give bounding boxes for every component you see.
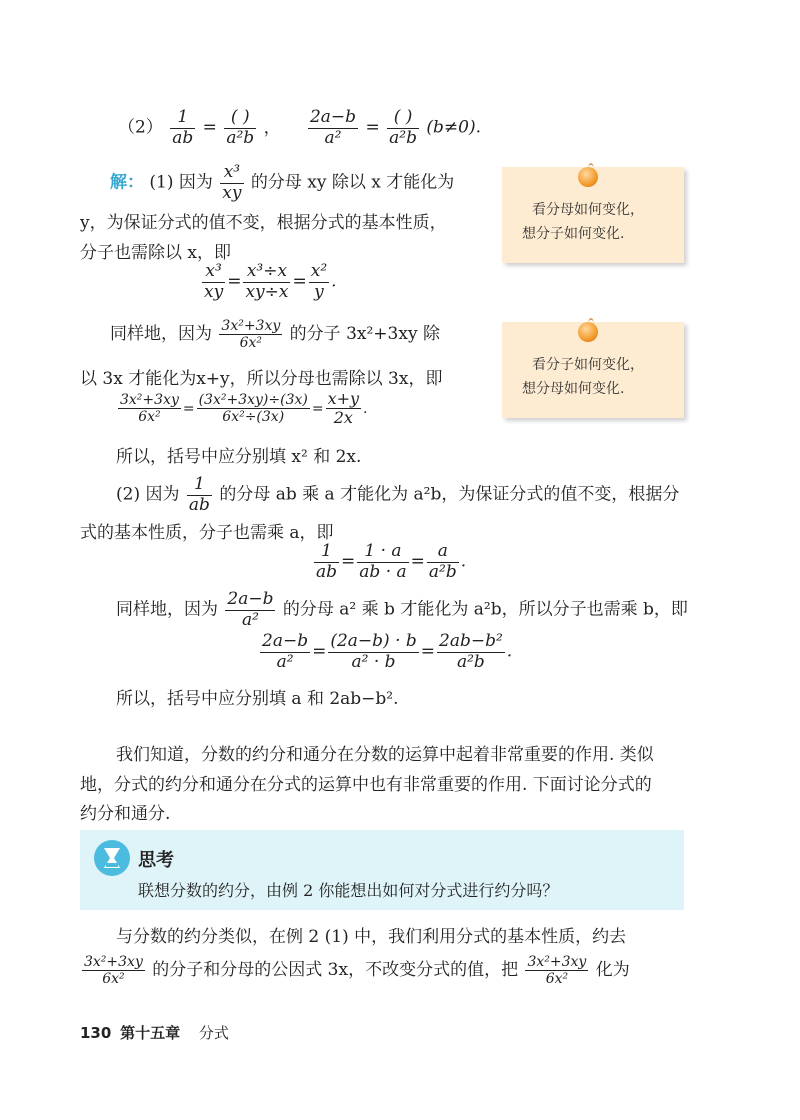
chapter-label: 第十五章 — [120, 1024, 181, 1042]
part-label: （2） — [118, 117, 163, 138]
equation-1: $\frac{\text{x³}}{xy}$ = $\frac{\text{x³÷x}}{xy\div x}$ = $\frac{\text{x²}}{y}$ . — [204, 261, 337, 302]
fraction: $\frac{\text{3x²+3xy}}{\text{6x²}}$ — [527, 954, 587, 988]
paragraph-line: 约分和通分. — [80, 804, 171, 824]
fraction: $\frac{( )}{\text{a²b}}$ — [226, 107, 255, 148]
paragraph-line: 与分数的约分类似，在例 2 (1) 中，我们利用分式的基本性质，约去 — [116, 927, 627, 947]
solution-line-7: (2) 因为 $\frac{1}{ab}$ 的分母 ab 乘 a 才能化为 a²b，为保证分式的值不变，根据分 — [116, 474, 680, 515]
solution-line-10: 所以，括号中应分别填 a 和 2ab−b². — [116, 689, 399, 709]
equation-4: $\frac{2a-b}{\text{a²}}$ = $\frac{(2a-b) \cdot b}{\text{a² · b}}$ = $\frac{\text{2ab−b²}}{\text{a²b}}$ . — [262, 631, 513, 672]
note-text-line: 看分母如何变化， — [532, 202, 644, 218]
fraction: $\frac{\text{3x²+3xy}}{\text{6x²}}$ — [84, 954, 143, 988]
fraction: $\frac{( )}{\text{a²b}}$ — [389, 107, 417, 148]
pin-icon — [578, 167, 598, 187]
chapter-title: 分式 — [198, 1024, 229, 1042]
think-title: 思考 — [138, 850, 174, 871]
think-box — [80, 830, 684, 910]
solution-line-5: 以 3x 才能化为x+y，所以分母也需除以 3x，即 — [80, 369, 443, 389]
solution-line-8: 式的基本性质，分子也需乘 a，即 — [80, 523, 334, 543]
fraction: $\frac{2a-b}{\text{a²}}$ — [309, 107, 357, 148]
solution-line-4: 同样地，因为 $\frac{\text{3x²+3xy}}{\text{6x²}}$ 的分子 3x²+3xy 除 — [110, 318, 440, 352]
note-text-line: 想分母如何变化. — [522, 381, 625, 397]
solution-line-2: y，为保证分式的值不变，根据分式的基本性质， — [80, 213, 447, 233]
page-number: 130 — [80, 1024, 112, 1042]
pin-icon — [578, 322, 598, 342]
margin-note-2 — [502, 322, 684, 418]
note-text-line: 想分子如何变化. — [522, 226, 625, 242]
thinker-icon — [94, 840, 130, 876]
solution-line-9: 同样地，因为 $\frac{2a-b}{\text{a²}}$ 的分母 a² 乘 b 才能化为 a²b，所以分子也需乘 b，即 — [116, 589, 688, 630]
solution-line-1: 解： (1) 因为 $\frac{\text{x³}}{xy}$ 的分母 xy 除以 x 才能化为 — [110, 162, 455, 203]
solution-line-3: 分子也需除以 x，即 — [80, 243, 231, 263]
equation-2: $\frac{\text{3x²+3xy}}{\text{6x²}}$ = $\frac{\text{(3x²+3xy)÷(3x)}}{\text{6x²÷(3x)}}$ = $\frac{x+y}{2x}$ . — [120, 389, 368, 428]
note-text-line: 看分子如何变化， — [532, 357, 644, 373]
condition: (b≠0). — [426, 117, 481, 138]
fraction: $\frac{1}{ab}$ — [172, 107, 194, 148]
fraction: $\frac{2a-b}{\text{a²}}$ — [227, 589, 274, 630]
paragraph-line: 地，分式的约分和通分在分式的运算中也有非常重要的作用. 下面讨论分式的 — [80, 775, 652, 795]
think-text: 联想分数的约分，由例 2 你能想出如何对分式进行约分吗？ — [138, 881, 559, 900]
problem-part-2: （2） $\frac{1}{ab}$ = $\frac{( )}{\text{a²b}}$ ， $\frac{2a-b}{\text{a²}}$ = $\frac{( )}{\text{a²b}}$ (b≠0). — [118, 107, 481, 148]
fraction: $\frac{1}{ab}$ — [188, 474, 210, 515]
solution-line-6: 所以，括号中应分别填 x² 和 2x. — [116, 447, 362, 467]
equation-3: $\frac{1}{ab}$ = $\frac{1 \cdot a}{ab \cdot a}$ = $\frac{a}{\text{a²b}}$ . — [316, 541, 467, 582]
fraction: $\frac{\text{3x²+3xy}}{\text{6x²}}$ — [221, 318, 281, 352]
paragraph-line: $\frac{\text{3x²+3xy}}{\text{6x²}}$ 的分子和分母的公因式 3x，不改变分式的值，把 $\frac{\text{3x²+3xy}}{\text{6x²}}$ 化为 — [84, 954, 630, 988]
fraction: $\frac{\text{x³}}{xy}$ — [222, 162, 242, 203]
paragraph-line: 我们知道，分数的约分和通分在分数的运算中起着非常重要的作用. 类似 — [116, 745, 654, 765]
page-footer — [80, 1022, 229, 1043]
solution-label: 解： — [110, 172, 144, 193]
margin-note-1 — [502, 167, 684, 263]
